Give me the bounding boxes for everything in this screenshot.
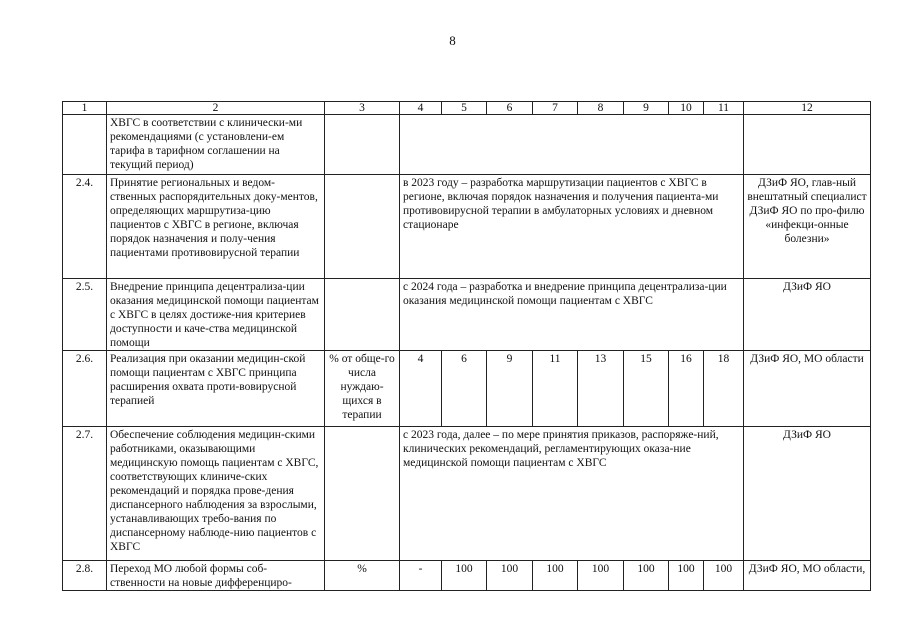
header-cell: 6 <box>487 102 533 115</box>
table-row <box>63 115 871 175</box>
row-value: 100 <box>533 561 578 591</box>
row-value: 100 <box>487 561 533 591</box>
header-cell: 8 <box>578 102 624 115</box>
row-value: 100 <box>704 561 744 591</box>
measures-table <box>62 101 871 591</box>
row-value: 4 <box>400 351 442 427</box>
header-cell: 10 <box>669 102 704 115</box>
row-number: 2.8. <box>63 561 107 591</box>
header-cell: 7 <box>533 102 578 115</box>
row-responsible: ДЗиФ ЯО <box>744 427 871 561</box>
table-row <box>63 279 871 351</box>
row-description: ХВГС в соответствии с клинически-ми рекомендациями (с установлени-ем тарифа в тарифном соглашении на текущий период) <box>107 115 325 175</box>
row-unit <box>325 279 400 351</box>
row-responsible: ДЗиФ ЯО, глав-ный внештатный специалист ДЗиФ ЯО по про-филю «инфекци-онные болезни» <box>744 175 871 279</box>
header-cell: 5 <box>442 102 487 115</box>
row-unit: % <box>325 561 400 591</box>
header-cell: 9 <box>624 102 669 115</box>
header-row <box>63 102 871 115</box>
row-number: 2.6. <box>63 351 107 427</box>
row-number <box>63 115 107 175</box>
row-value: - <box>400 561 442 591</box>
row-description: Обеспечение соблюдения медицин-скими работниками, оказывающими медицинскую помощь пациентам с ХВГС, соответствующих клиниче-ских рекомендаций и порядка прове-дения диспансерного наблюдения за взрослыми, устанавливающих требо-вания по диспансерному наблюде-нию пациентов с ХВГС <box>107 427 325 561</box>
row-value: 11 <box>533 351 578 427</box>
row-value: 18 <box>704 351 744 427</box>
row-value: 100 <box>578 561 624 591</box>
row-value: 100 <box>669 561 704 591</box>
row-timeline <box>400 115 744 175</box>
row-timeline: в 2023 году – разработка маршрутизации пациентов с ХВГС в регионе, включая порядок назначения и получения пациента-ми противовирусной терапии в амбулаторных условиях и дневном стационаре <box>400 175 744 279</box>
row-timeline: с 2024 года – разработка и внедрение принципа децентрализа-ции оказания медицинской помощи пациентам с ХВГС <box>400 279 744 351</box>
header-cell: 3 <box>325 102 400 115</box>
row-unit: % от обще-го числа нуждаю-щихся в терапии <box>325 351 400 427</box>
header-cell: 2 <box>107 102 325 115</box>
row-value: 100 <box>442 561 487 591</box>
row-responsible: ДЗиФ ЯО, МО области <box>744 351 871 427</box>
row-description: Переход МО любой формы соб-ственности на новые дифференциро- <box>107 561 325 591</box>
row-value: 6 <box>442 351 487 427</box>
row-description: Реализация при оказании медицин-ской помощи пациентам с ХВГС принципа расширения охвата проти-вовирусной терапией <box>107 351 325 427</box>
header-cell: 4 <box>400 102 442 115</box>
row-number: 2.7. <box>63 427 107 561</box>
row-description: Принятие региональных и ведом-ственных распорядительных доку-ментов, определяющих маршрутиза-цию пациентов с ХВГС в регионе, включая порядок назначения и полу-чения пациентами противовирусной терапии <box>107 175 325 279</box>
row-timeline: с 2023 года, далее – по мере принятия приказов, распоряже-ний, клинических рекомендаций, регламентирующих оказа-ние медицинской помощи пациентам с ХВГС <box>400 427 744 561</box>
row-responsible <box>744 115 871 175</box>
row-value: 9 <box>487 351 533 427</box>
row-value: 15 <box>624 351 669 427</box>
row-unit <box>325 115 400 175</box>
page-number: 8 <box>449 33 456 48</box>
header-cell: 12 <box>744 102 871 115</box>
header-cell: 1 <box>63 102 107 115</box>
table-row <box>63 175 871 279</box>
header-cell: 11 <box>704 102 744 115</box>
row-value: 13 <box>578 351 624 427</box>
row-responsible: ДЗиФ ЯО, МО области, <box>744 561 871 591</box>
table-row <box>63 427 871 561</box>
row-number: 2.4. <box>63 175 107 279</box>
table-row <box>63 351 871 427</box>
row-unit <box>325 175 400 279</box>
row-value: 100 <box>624 561 669 591</box>
row-responsible: ДЗиФ ЯО <box>744 279 871 351</box>
table-row <box>63 561 871 591</box>
row-value: 16 <box>669 351 704 427</box>
row-unit <box>325 427 400 561</box>
row-number: 2.5. <box>63 279 107 351</box>
row-description: Внедрение принципа децентрализа-ции оказания медицинской помощи пациентам с ХВГС в целях достиже-ния критериев доступности и каче-ства медицинской помощи <box>107 279 325 351</box>
